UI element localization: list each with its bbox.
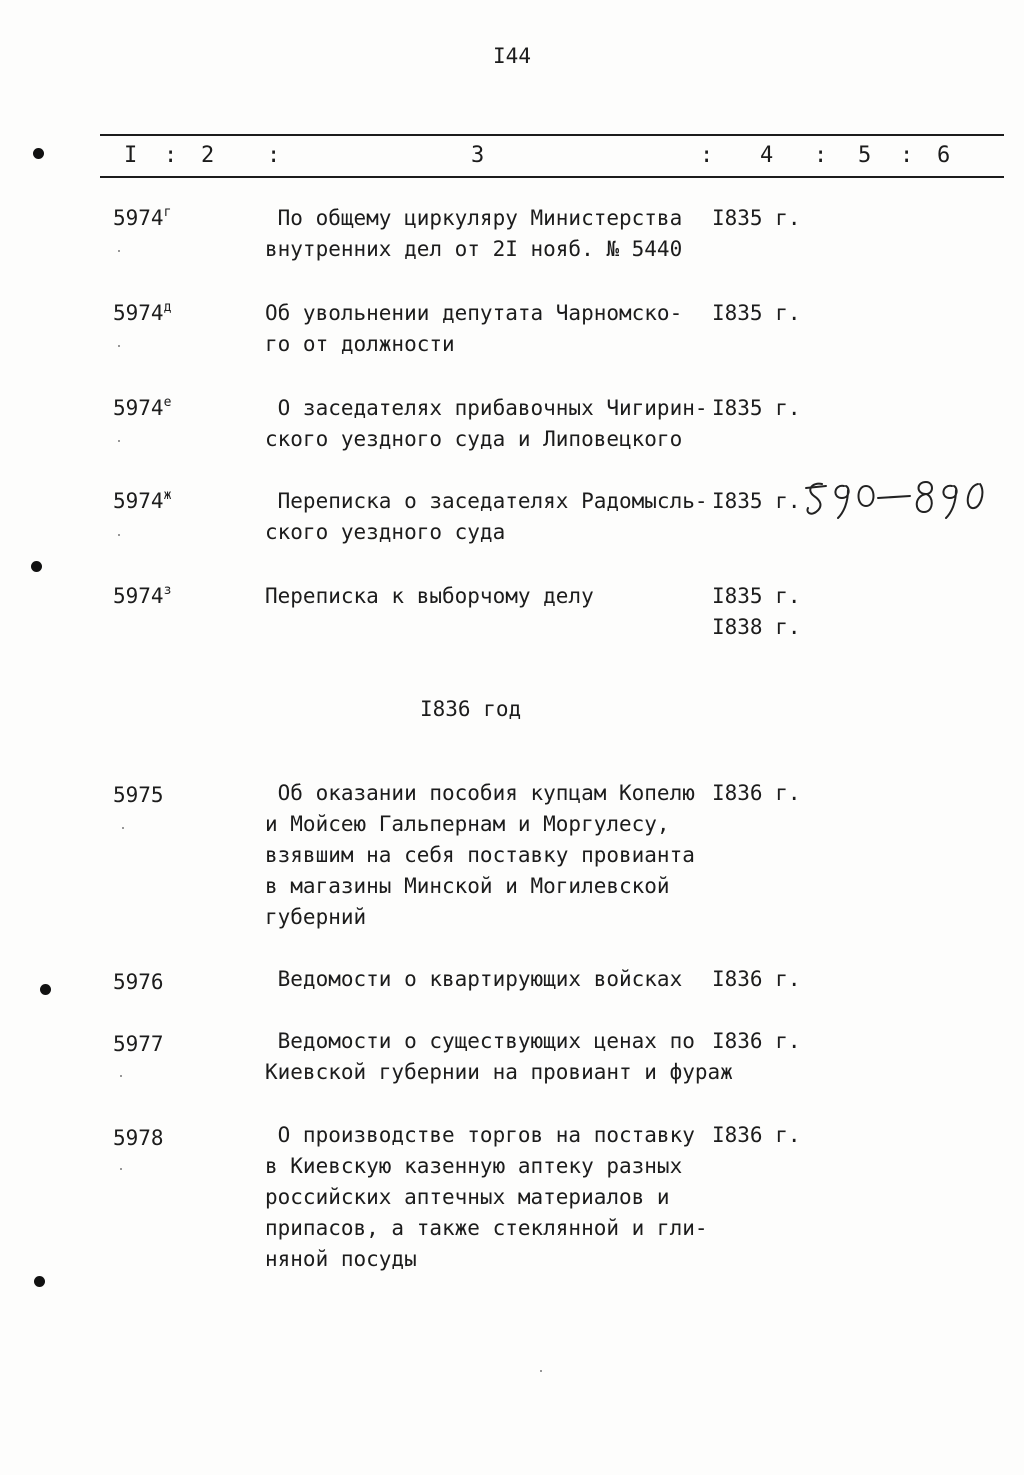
col-header-sep-5: : — [900, 143, 914, 168]
entry-number: $5974^ж$ — [113, 488, 172, 513]
col-header-3: 3 — [471, 143, 485, 168]
entry-description: Ведомости о квартирующих войсках — [265, 967, 683, 991]
entry-description: По общему циркуляру Министерства внутренних дел от 2I нояб. № 5440 — [265, 206, 683, 261]
entry-year: I836 г. — [712, 1029, 801, 1053]
entry-year: I836 г. — [712, 781, 801, 805]
entry-number: 5975 — [113, 783, 164, 807]
scan-speck — [120, 1075, 122, 1077]
scan-speck — [118, 250, 120, 252]
entry-description: Переписка о заседателях Радомысль- ского уездного суда — [265, 489, 708, 544]
entry-number: $5974^з$ — [113, 583, 172, 608]
punch-hole — [31, 561, 42, 572]
entry-description: Об увольнении депутата Чарномско- го от должности — [265, 301, 683, 356]
handwritten-note — [800, 472, 990, 532]
col-header-sep-2: : — [267, 143, 281, 168]
col-header-2: 2 — [201, 143, 215, 168]
entry-number: 5976 — [113, 970, 164, 994]
entry-year: I836 г. — [712, 1123, 801, 1147]
entry-year: I836 г. — [712, 967, 801, 991]
entry-number: $5974^е$ — [113, 395, 172, 420]
entry-year: I835 г. — [712, 396, 801, 420]
entry-number: 5978 — [113, 1126, 164, 1150]
punch-hole — [40, 984, 51, 995]
col-header-4: 4 — [760, 143, 774, 168]
entry-number: 5977 — [113, 1032, 164, 1056]
entry-year: I835 г. — [712, 301, 801, 325]
table-header-bottom-rule — [100, 176, 1004, 178]
section-heading-1836: I836 год — [420, 697, 522, 721]
page-number: I44 — [493, 44, 531, 68]
entry-year: I835 г. I838 г. — [712, 584, 801, 639]
col-header-sep-3: : — [700, 143, 714, 168]
scan-speck — [540, 1370, 542, 1372]
scan-speck — [118, 345, 120, 347]
col-header-6: 6 — [937, 143, 951, 168]
punch-hole — [33, 148, 44, 159]
col-header-sep-4: : — [814, 143, 828, 168]
entry-description: Переписка к выборчому делу — [265, 584, 594, 608]
punch-hole — [34, 1276, 45, 1287]
entry-year: I835 г. — [712, 489, 801, 513]
entry-description: Ведомости о существующих ценах по Киевской губернии на провиант и фураж — [265, 1029, 733, 1084]
entry-number: $5974^г$ — [113, 205, 172, 230]
table-header-top-rule — [100, 134, 1004, 136]
scan-speck — [120, 1168, 122, 1170]
scan-speck — [122, 827, 124, 829]
entry-description: Об оказании пособия купцам Копелю и Мойсею Гальпернам и Моргулесу, взявшим на себя поставку провианта в магазины Минской и Могилевской губерний — [265, 781, 695, 929]
col-header-1: I — [124, 143, 138, 168]
scan-speck — [118, 440, 120, 442]
entry-description: О производстве торгов на поставку в Киевскую казенную аптеку разных российских аптечных материалов и припасов, а также стеклянной и гли- няной посуды — [265, 1123, 708, 1271]
col-header-sep-1: : — [164, 143, 178, 168]
entry-year: I835 г. — [712, 206, 801, 230]
entry-number: $5974^д$ — [113, 300, 172, 325]
col-header-5: 5 — [858, 143, 872, 168]
entry-description: О заседателях прибавочных Чигирин- ского уездного суда и Липовецкого — [265, 396, 708, 451]
scan-speck — [118, 534, 120, 536]
